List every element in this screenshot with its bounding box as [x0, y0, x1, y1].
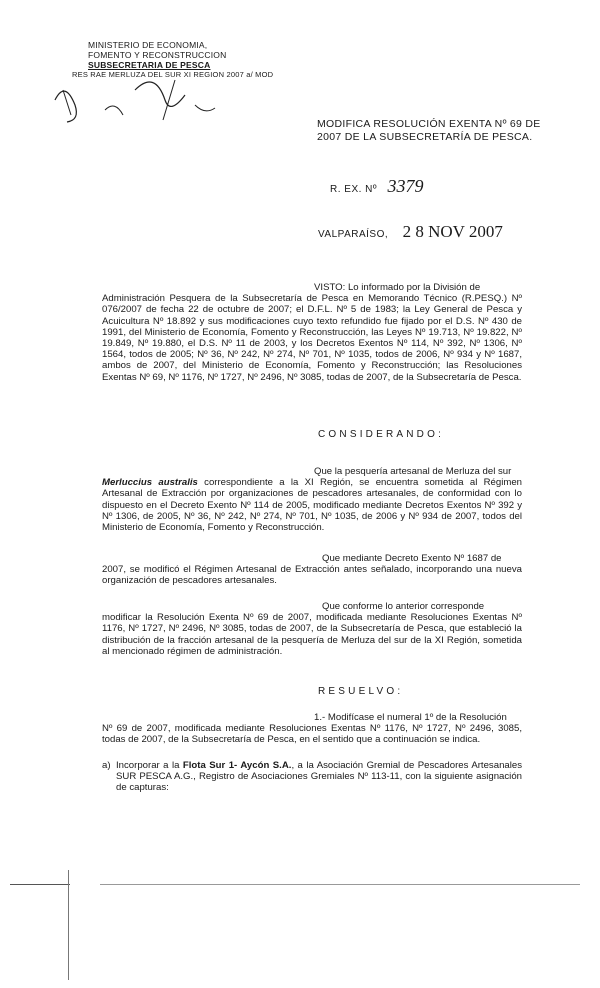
- considerando-heading: CONSIDERANDO:: [318, 429, 445, 440]
- considerando-paragraph-1: [102, 466, 522, 533]
- item-a-text-2: , a la Asociación Gremial de Pescadores Artesanales SUR PESCA A.G., Registro de Asociaciones Gremiales Nº 113-11, con la siguiente asignación de capturas:: [116, 760, 523, 794]
- scan-line-bottom: [100, 884, 580, 885]
- place-date-block: [318, 222, 503, 242]
- considerando-p1-first: Que la pesquería artesanal de Merluza del sur: [314, 466, 512, 477]
- considerando-p1-body: correspondiente a la XI Región, se encuentra sometida al Régimen Artesanal de Extracción por organizaciones de pescadores artesanales, de conformidad con lo dispuesto en el Decreto Exento Nº 114 de 2005, modificado mediante Decretos Exentos Nº 392 y Nº 1306, de 2005, Nº 36, Nº 242, Nº 274, Nº 701, Nº 1035, de 2006 y Nº 934 de 2007, todos del Ministerio de Economía, Fomento y Reconstrucción.: [102, 477, 523, 534]
- stamp-signature-icon: [45, 60, 225, 140]
- considerando-p2-first: Que mediante Decreto Exento Nº 1687 de: [322, 553, 502, 564]
- considerando-p3-first: Que conforme lo anterior corresponde: [322, 601, 485, 612]
- item-a-label: a): [102, 760, 111, 771]
- species-name: Merluccius australis: [102, 477, 198, 489]
- resolution-label: R. EX. Nº: [330, 184, 378, 195]
- ministry-line-1: MINISTERIO DE ECONOMIA,: [88, 40, 208, 50]
- visto-paragraph: [102, 282, 522, 383]
- resuelvo-heading: RESUELVO:: [318, 686, 404, 697]
- resolution-number-block: [330, 176, 424, 197]
- considerando-paragraph-2: [102, 553, 522, 587]
- title-line-1: MODIFICA RESOLUCIÓN EXENTA Nº 69 DE: [317, 118, 541, 130]
- considerando-p2-body: 2007, se modificó el Régimen Artesanal de Extracción antes señalado, incorporando una nueva organización de pescadores artesanales.: [102, 564, 522, 587]
- document-title: [317, 118, 541, 144]
- title-line-2: 2007 DE LA SUBSECRETARÍA DE PESCA.: [317, 131, 533, 143]
- resuelvo-paragraph-1: [102, 712, 522, 746]
- visto-body: Administración Pesquera de la Subsecretaría de Pesca en Memorando Técnico (R.PESQ.) Nº 076/2007 de fecha 22 de octubre de 2007; el D.F.L. Nº 5 de 1983; la Ley General de Pesca y Acuicultura Nº 18.892 y sus modificaciones cuyo texto refundido fue fijado por el D.S. Nº 430 de 1991, del Ministerio de Economía, Fomento y Reconstrucción, las Leyes Nº 19.713, Nº 19.822, Nº 19.849, Nº 19.880, el D.S. Nº 11 de 2003, y los Decretos Exentos Nº 114, Nº 392, Nº 1306, Nº 1564, todos de 2005; Nº 36, Nº 242, Nº 274, Nº 701, Nº 1035, todos de 2006, Nº 934 y Nº 1687, ambos de 2007, del Ministerio de Economía, Fomento y Reconstrucción; las Resoluciones Exentas Nº 69, Nº 1176, Nº 1727, Nº 2496, Nº 3085, todas de 2007, de la Subsecretaría de Pesca.: [102, 293, 522, 383]
- place: VALPARAÍSO,: [318, 229, 389, 240]
- item-a-text-1: Incorporar a la: [116, 760, 183, 771]
- resuelvo-p1-body: Nº 69 de 2007, modificada mediante Resoluciones Exentas Nº 1176, Nº 1727, Nº 2496, 3085, todas de 2007, de la Subsecretaría de Pesca, en el sentido que a continuación se indica.: [102, 723, 522, 746]
- visto-first-line: VISTO: Lo informado por la División de: [314, 282, 481, 293]
- ministry-line-2: FOMENTO Y RECONSTRUCCION: [88, 50, 227, 60]
- date-stamp: 2 8 NOV 2007: [402, 222, 503, 241]
- scan-line-vertical: [68, 870, 69, 980]
- ministry-line-3: SUBSECRETARIA DE PESCA: [88, 60, 211, 70]
- scan-line-left: [10, 884, 70, 885]
- resolution-number: 3379: [387, 176, 424, 196]
- considerando-paragraph-3: [102, 601, 522, 657]
- item-a-company: Flota Sur 1- Aycón S.A.: [182, 760, 292, 771]
- resuelvo-item-a: [102, 760, 522, 794]
- considerando-p3-body: modificar la Resolución Exenta Nº 69 de 2007, modificada mediante Resoluciones Exentas Nº 1176, Nº 1727, Nº 2496, Nº 3085, todas de 2007, de la Subsecretaría de Pesca, que estableció la distribución de la fracción artesanal de la pesquería de Merluza del sur de la XI Región, sometida al mencionado régimen de administración.: [102, 612, 522, 657]
- resuelvo-p1-first: 1.- Modifícase el numeral 1º de la Resolución: [314, 712, 507, 723]
- reference-code: RES RAE MERLUZA DEL SUR XI REGION 2007 a/ MOD: [72, 70, 274, 79]
